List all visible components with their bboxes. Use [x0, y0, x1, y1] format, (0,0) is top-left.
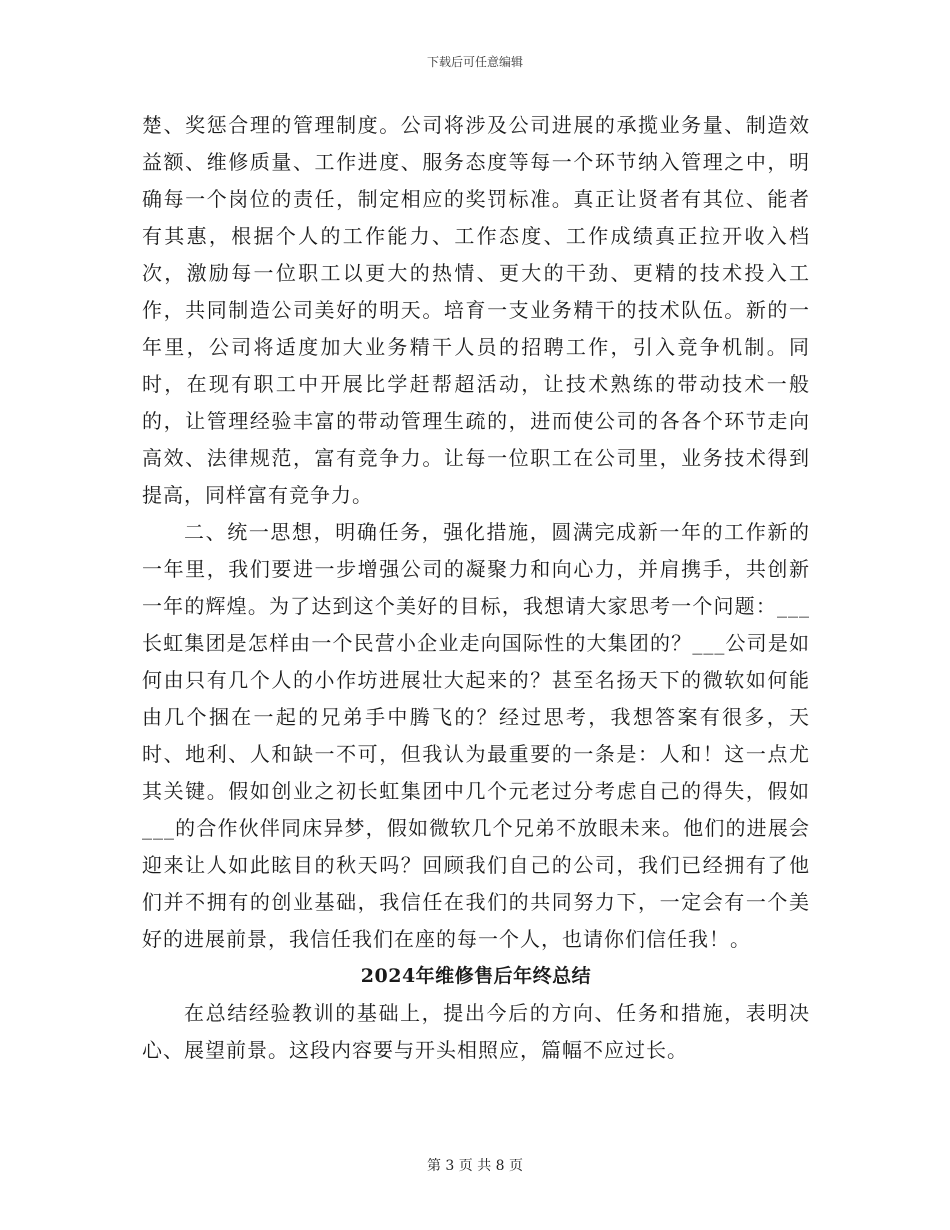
page-footer: 第 3 页 共 8 页: [426, 1158, 524, 1174]
page-header: 下载后可任意编辑: [426, 55, 523, 69]
paragraph-unify-thinking: 二、统一思想，明确任务，强化措施，圆满完成新一年的工作新的一年里，我们要进一步增强公司的凝聚力和向心力，并肩携手，共创新一年的辉煌。为了达到这个美好的目标，我想请大家思考一个问题：___长虹集团是怎样由一个民营小企业走向国际性的大集团的？___公司是如何由只有几个人的小作坊进展壮大起来的？甚至名扬天下的微软如何能由几个捆在一起的兄弟手中腾飞的？经过思考，我想答案有很多，天时、地利、人和缺一不可，但我认为最重要的一条是：人和！这一点尤其关键。假如创业之初长虹集团中几个元老过分考虑自己的得失，假如___的合作伙伴同床异梦，假如微软几个兄弟不放眼未来。他们的进展会迎来让人如此眩目的秋天吗？回顾我们自己的公司，我们已经拥有了他们并不拥有的创业基础，我信任在我们的共同努力下，一定会有一个美好的进展前景，我信任我们在座的每一个人，也请你们信任我！。: [142, 520, 810, 951]
document-body: [142, 107, 810, 1069]
section-title: 2024年维修售后年终总结: [360, 965, 592, 987]
paragraph-closing: 在总结经验教训的基础上，提出今后的方向、任务和措施，表明决心、展望前景。这段内容要与开头相照应，篇幅不应过长。: [142, 1001, 810, 1062]
paragraph-management-system: 楚、奖惩合理的管理制度。公司将涉及公司进展的承揽业务量、制造效益额、维修质量、工作进度、服务态度等每一个环节纳入管理之中，明确每一个岗位的责任，制定相应的奖罚标准。真正让贤者有其位、能者有其惠，根据个人的工作能力、工作态度、工作成绩真正拉开收入档次，激励每一位职工以更大的热情、更大的干劲、更精的技术投入工作，共同制造公司美好的明天。培育一支业务精干的技术队伍。新的一年里，公司将适度加大业务精干人员的招聘工作，引入竞争机制。同时，在现有职工中开展比学赶帮超活动，让技术熟练的带动技术一般的，让管理经验丰富的带动管理生疏的，进而使公司的各各个环节走向高效、法律规范，富有竞争力。让每一位职工在公司里，业务技术得到提高，同样富有竞争力。: [142, 113, 810, 507]
